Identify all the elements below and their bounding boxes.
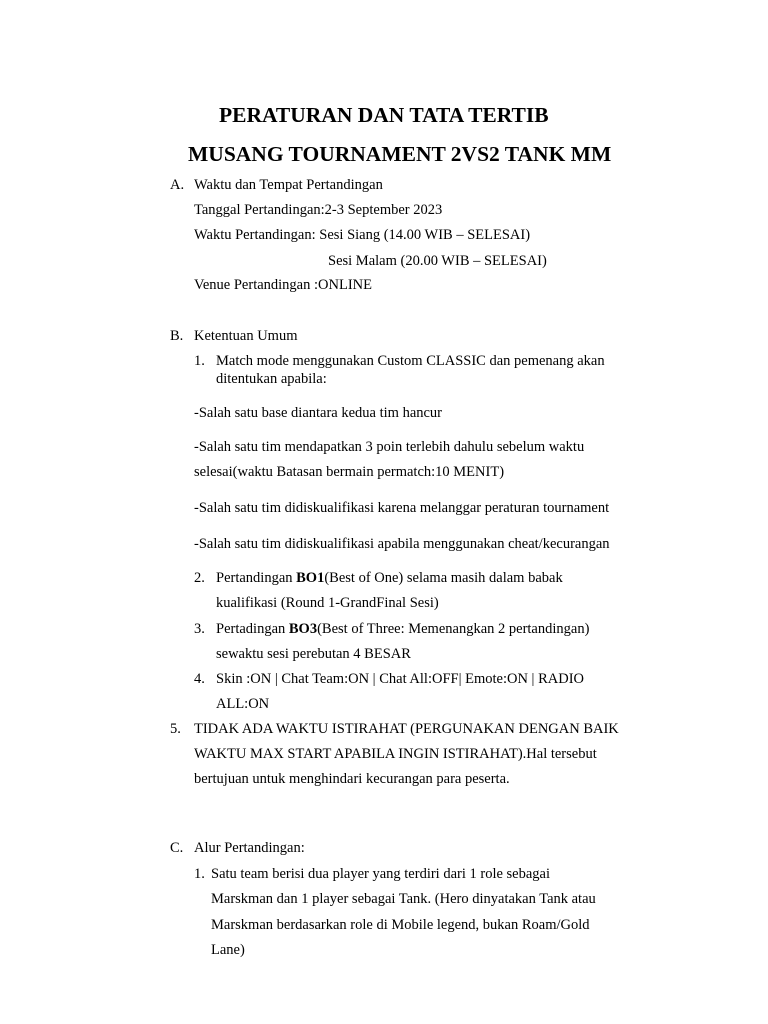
flow-1-marker: 1. [194,866,205,882]
flow-1-line-3: Marskman berdasarkan role di Mobile legend, bukan Roam/Gold [211,917,590,933]
rule-4-marker: 4. [194,671,205,687]
win-condition-base: -Salah satu base diantara kedua tim hancur [194,405,443,421]
section-b-heading: Ketentuan Umum [194,328,298,344]
rule-3-marker: 3. [194,621,205,637]
win-condition-points-line-1: -Salah satu tim mendapatkan 3 poin terlebih dahulu sebelum waktu [194,439,585,455]
rule-3-line-1: Pertadingan BO3(Best of Three: Memenangkan 2 pertandingan) [216,621,590,637]
flow-1-line-2: Marskman dan 1 player sebagai Tank. (Hero dinyatakan Tank atau [211,891,596,907]
flow-1-line-4: Lane) [211,942,245,958]
rule-1-line-1: Match mode menggunakan Custom CLASSIC dan pemenang akan [216,353,605,369]
win-condition-disqualify-rules: -Salah satu tim didiskualifikasi karena melanggar peraturan tournament [194,500,610,516]
rule-4-line-1: Skin :ON | Chat Team:ON | Chat All:OFF| Emote:ON | RADIO [216,671,584,687]
flow-1-line-1: Satu team berisi dua player yang terdiri dari 1 role sebagai [211,866,551,882]
win-condition-points-line-2: selesai(waktu Batasan bermain permatch:10 MENIT) [194,464,505,480]
section-a-heading: Waktu dan Tempat Pertandingan [194,177,383,193]
title-line-2: MUSANG TOURNAMENT 2VS2 TANK MM [188,142,612,166]
match-time-malam: Sesi Malam (20.00 WIB – SELESAI) [328,253,547,269]
format-bo1: BO1 [296,570,325,586]
format-bo3: BO3 [288,621,318,637]
rule-2-line-2: kualifikasi (Round 1-GrandFinal Sesi) [216,595,439,611]
title-line-1: PERATURAN DAN TATA TERTIB [219,103,549,127]
rule-5-line-3: bertujuan untuk menghindari kecurangan para peserta. [194,771,510,787]
rule-5-marker: 5. [170,721,181,737]
match-time-siang: Waktu Pertandingan: Sesi Siang (14.00 WIB – SELESAI) [194,227,531,243]
match-venue: Venue Pertandingan :ONLINE [194,277,372,293]
match-date: Tanggal Pertandingan:2-3 September 2023 [194,202,443,218]
section-a-marker: A. [170,177,185,193]
rule-2-line-1: Pertandingan BO1(Best of One) selama masih dalam babak [216,570,563,586]
rule-5-line-1: TIDAK ADA WAKTU ISTIRAHAT (PERGUNAKAN DENGAN BAIK [194,721,619,737]
rule-2-marker: 2. [194,570,205,586]
rule-1-line-2: ditentukan apabila: [216,371,327,387]
rule-3-line-2: sewaktu sesi perebutan 4 BESAR [216,646,411,662]
rule-1-marker: 1. [194,353,205,369]
section-c-heading: Alur Pertandingan: [194,840,305,856]
section-b-marker: B. [170,328,184,344]
rule-4-line-2: ALL:ON [216,696,270,712]
section-c-marker: C. [170,840,184,856]
rule-5-line-2: WAKTU MAX START APABILA INGIN ISTIRAHAT).Hal tersebut [194,746,597,762]
win-condition-disqualify-cheat: -Salah satu tim didiskualifikasi apabila menggunakan cheat/kecurangan [194,536,610,552]
